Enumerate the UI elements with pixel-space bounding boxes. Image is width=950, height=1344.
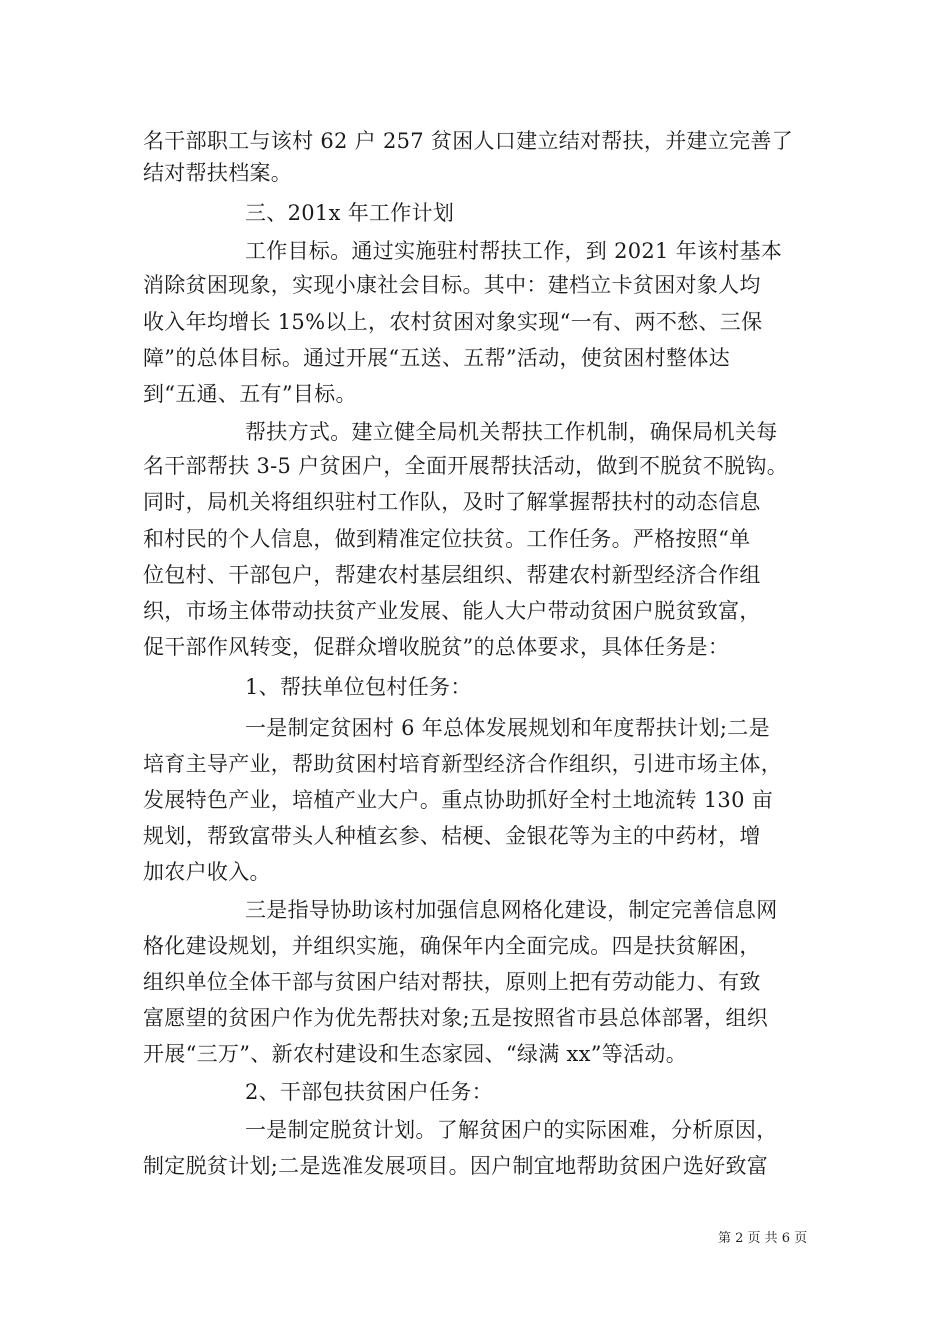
text-line: 织，市场主体带动扶贫产业发展、能人大户带动贫困户脱贫致富， [143, 599, 761, 623]
page-number: 第 2 页 共 6 页 [718, 1231, 808, 1246]
section-heading: 三、201x 年工作计划 [245, 201, 455, 225]
text-line: 培育主导产业，帮助贫困村培育新型经济合作组织，引进市场主体， [143, 752, 782, 776]
text-line: 发展特色产业，培植产业大户。重点协助抓好全村土地流转 130 亩 [143, 788, 774, 812]
list-item-heading: 2、干部包扶贫困户任务： [245, 1080, 493, 1104]
text-line: 一是制定贫困村 6 年总体发展规划和年度帮扶计划;二是 [245, 716, 770, 740]
text-line: 加农户收入。 [143, 860, 271, 884]
text-line: 障”的总体目标。通过开展“五送、五帮”活动，使贫困村整体达 [143, 346, 730, 370]
text-line: 一是制定脱贫计划。了解贫困户的实际困难，分析原因， [245, 1118, 778, 1142]
text-line: 位包村、干部包户，帮建农村基层组织、帮建农村新型经济合作组 [143, 563, 761, 587]
text-line: 收入年均增长 15%以上，农村贫困对象实现“一有、两不愁、三保 [143, 310, 763, 334]
text-line: 到“五通、五有”目标。 [143, 382, 357, 406]
text-line: 规划，帮致富带头人种植玄参、桔梗、金银花等为主的中药材，增 [143, 824, 761, 848]
text-line: 和村民的个人信息，做到精准定位扶贫。工作任务。严格按照“单 [143, 527, 751, 551]
text-line: 名干部帮扶 3-5 户贫困户，全面开展帮扶活动，做到不脱贫不脱钩。 [143, 454, 789, 478]
text-line: 结对帮扶档案。 [143, 161, 293, 185]
text-line: 组织单位全体干部与贫困户结对帮扶，原则上把有劳动能力、有致 [143, 970, 761, 994]
text-line: 开展“三万”、新农村建设和生态家园、“绿满 xx”等活动。 [143, 1042, 688, 1066]
text-line: 富愿望的贫困户作为优先帮扶对象;五是按照省市县总体部署，组织 [143, 1006, 769, 1030]
text-line: 帮扶方式。建立健全局机关帮扶工作机制，确保局机关每 [245, 420, 778, 444]
text-line: 消除贫困现象，实现小康社会目标。其中：建档立卡贫困对象人均 [143, 273, 761, 297]
text-line: 三是指导协助该村加强信息网格化建设，制定完善信息网 [245, 898, 778, 922]
text-line: 格化建设规划，并组织实施，确保年内全面完成。四是扶贫解困， [143, 934, 761, 958]
text-line: 同时，局机关将组织驻村工作队，及时了解掌握帮扶村的动态信息 [143, 490, 761, 514]
text-line: 名干部职工与该村 62 户 257 贫困人口建立结对帮扶，并建立完善了 [143, 129, 794, 153]
text-line: 工作目标。通过实施驻村帮扶工作，到 2021 年该村基本 [245, 239, 783, 263]
text-line: 促干部作风转变，促群众增收脱贫”的总体要求，具体任务是： [143, 635, 730, 659]
list-item-heading: 1、帮扶单位包村任务： [245, 675, 472, 699]
text-line: 制定脱贫计划;二是选准发展项目。因户制宜地帮助贫困户选好致富 [143, 1154, 769, 1178]
